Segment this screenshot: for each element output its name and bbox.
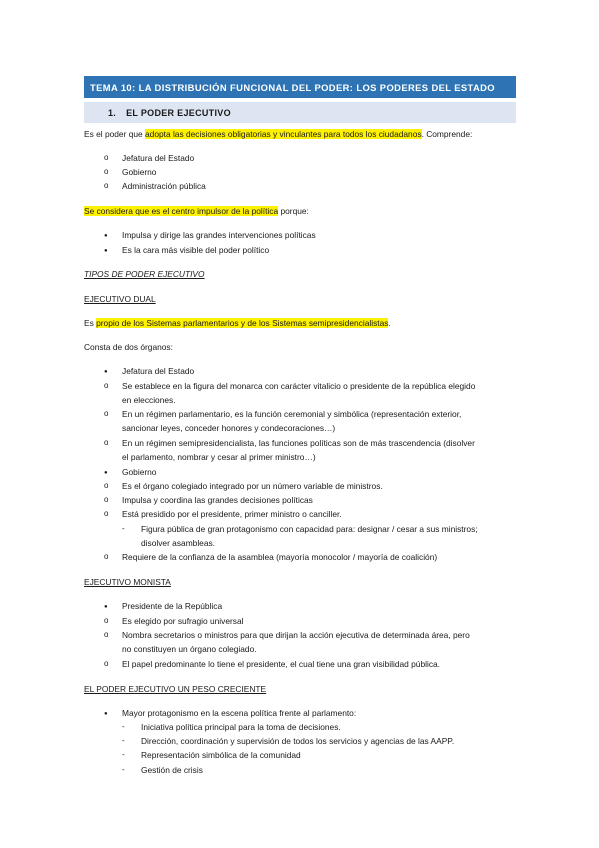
list-item: Gobierno [122, 467, 157, 477]
dash-icon [122, 523, 125, 535]
subheading: TIPOS DE PODER EJECUTIVO [84, 269, 205, 279]
sub-list-item: Gestión de crisis [141, 765, 203, 775]
list-item-continuation: el parlamento, nombrar y cesar al primer ministro…) [122, 452, 316, 462]
list-item: Es el órgano colegiado integrado por un número variable de ministros. [122, 481, 383, 491]
sub-list-item: Figura pública de gran protagonismo con capacidad para: designar / cesar a sus ministros; [141, 524, 478, 534]
list-item: En un régimen parlamentario, es la función ceremonial y simbólica (representación exterior, [122, 409, 462, 419]
dash-icon [122, 735, 125, 747]
bullet-icon [104, 229, 108, 242]
list-item: Está presidido por el presidente, primer ministro o canciller. [122, 509, 342, 519]
highlight: propio de los Sistemas parlamentarios y de los Sistemas semipresidencialistas [96, 318, 389, 328]
list-item-continuation: sancionar leyes, conceder honores y condecoraciones…) [122, 423, 336, 433]
sub-list-item: Representación simbólica de la comunidad [141, 750, 301, 760]
bullet-icon [104, 508, 108, 520]
bullet-icon [104, 152, 108, 164]
sub-list-item: Iniciativa política principal para la toma de decisiones. [141, 722, 341, 732]
section-heading [84, 102, 516, 123]
bullet-icon [104, 408, 108, 420]
bullet-icon [104, 494, 108, 506]
bullet-icon [104, 437, 108, 449]
list-item-continuation: no constituyen un órgano colegiado. [122, 644, 257, 654]
bullet-icon [104, 600, 108, 613]
list-item: Impulsa y coordina las grandes decisiones políticas [122, 495, 313, 505]
list-item: Nombra secretarios o ministros para que dirijan la acción ejecutiva de determinada área, pero [122, 630, 470, 640]
bullet-icon [104, 629, 108, 641]
section-label: EL PODER EJECUTIVO [126, 107, 231, 118]
bullet-icon [104, 658, 108, 670]
bullet-icon [104, 180, 108, 192]
list-item: Gobierno [122, 167, 157, 177]
bullet-icon [104, 380, 108, 392]
section-number: 1. [108, 107, 117, 118]
bullet-icon [104, 480, 108, 492]
list-item-continuation: en elecciones. [122, 395, 176, 405]
list-item: Es la cara más visible del poder político [122, 245, 270, 255]
bullet-icon [104, 466, 108, 479]
list-item: Jefatura del Estado [122, 366, 195, 376]
list-item: Mayor protagonismo en la escena política frente al parlamento: [122, 708, 357, 718]
bullet-icon [104, 615, 108, 627]
bullet-icon [104, 365, 108, 378]
list-item: Se establece en la figura del monarca con carácter vitalicio o presidente de la república elegido [122, 381, 476, 391]
subheading: EJECUTIVO DUAL [84, 294, 156, 304]
dash-icon [122, 721, 125, 733]
highlight: Se considera que es el centro impulsor de la política [84, 206, 279, 216]
chapter-title: TEMA 10: LA DISTRIBUCIÓN FUNCIONAL DEL PODER: LOS PODERES DEL ESTADO [84, 76, 516, 98]
list-item: Jefatura del Estado [122, 153, 195, 163]
dash-icon [122, 749, 125, 761]
list-item: Administración pública [122, 181, 206, 191]
list-item: Requiere de la confianza de la asamblea (mayoría monocolor / mayoría de coalición) [122, 552, 438, 562]
paragraph: Se considera que es el centro impulsor de la política porque: [84, 206, 309, 216]
bullet-icon [104, 707, 108, 720]
intro-paragraph: Es el poder que adopta las decisiones obligatorias y vinculantes para todos los ciudadanos. Comprende: [84, 129, 473, 139]
sub-list-item-continuation: disolver asambleas. [141, 538, 216, 548]
subheading: EJECUTIVO MONISTA [84, 577, 171, 587]
list-item: Impulsa y dirige las grandes intervenciones políticas [122, 230, 316, 240]
sub-list-item: Dirección, coordinación y supervisión de todos los servicios y agencias de las AAPP. [141, 736, 455, 746]
paragraph: Consta de dos órganos: [84, 342, 173, 352]
list-item: El papel predominante lo tiene el presidente, el cual tiene una gran visibilidad pública. [122, 659, 440, 669]
bullet-icon [104, 244, 108, 257]
bullet-icon [104, 166, 108, 178]
dash-icon [122, 764, 125, 776]
highlight: adopta las decisiones obligatorias y vinculantes para todos los ciudadanos [145, 129, 422, 139]
list-item: Es elegido por sufragio universal [122, 616, 244, 626]
bullet-icon [104, 551, 108, 563]
list-item: En un régimen semipresidencialista, las funciones políticas son de más trascendencia (disolver [122, 438, 475, 448]
paragraph: Es propio de los Sistemas parlamentarios y de los Sistemas semipresidencialistas. [84, 318, 391, 328]
subheading: EL PODER EJECUTIVO UN PESO CRECIENTE [84, 684, 267, 694]
list-item: Presidente de la República [122, 601, 223, 611]
